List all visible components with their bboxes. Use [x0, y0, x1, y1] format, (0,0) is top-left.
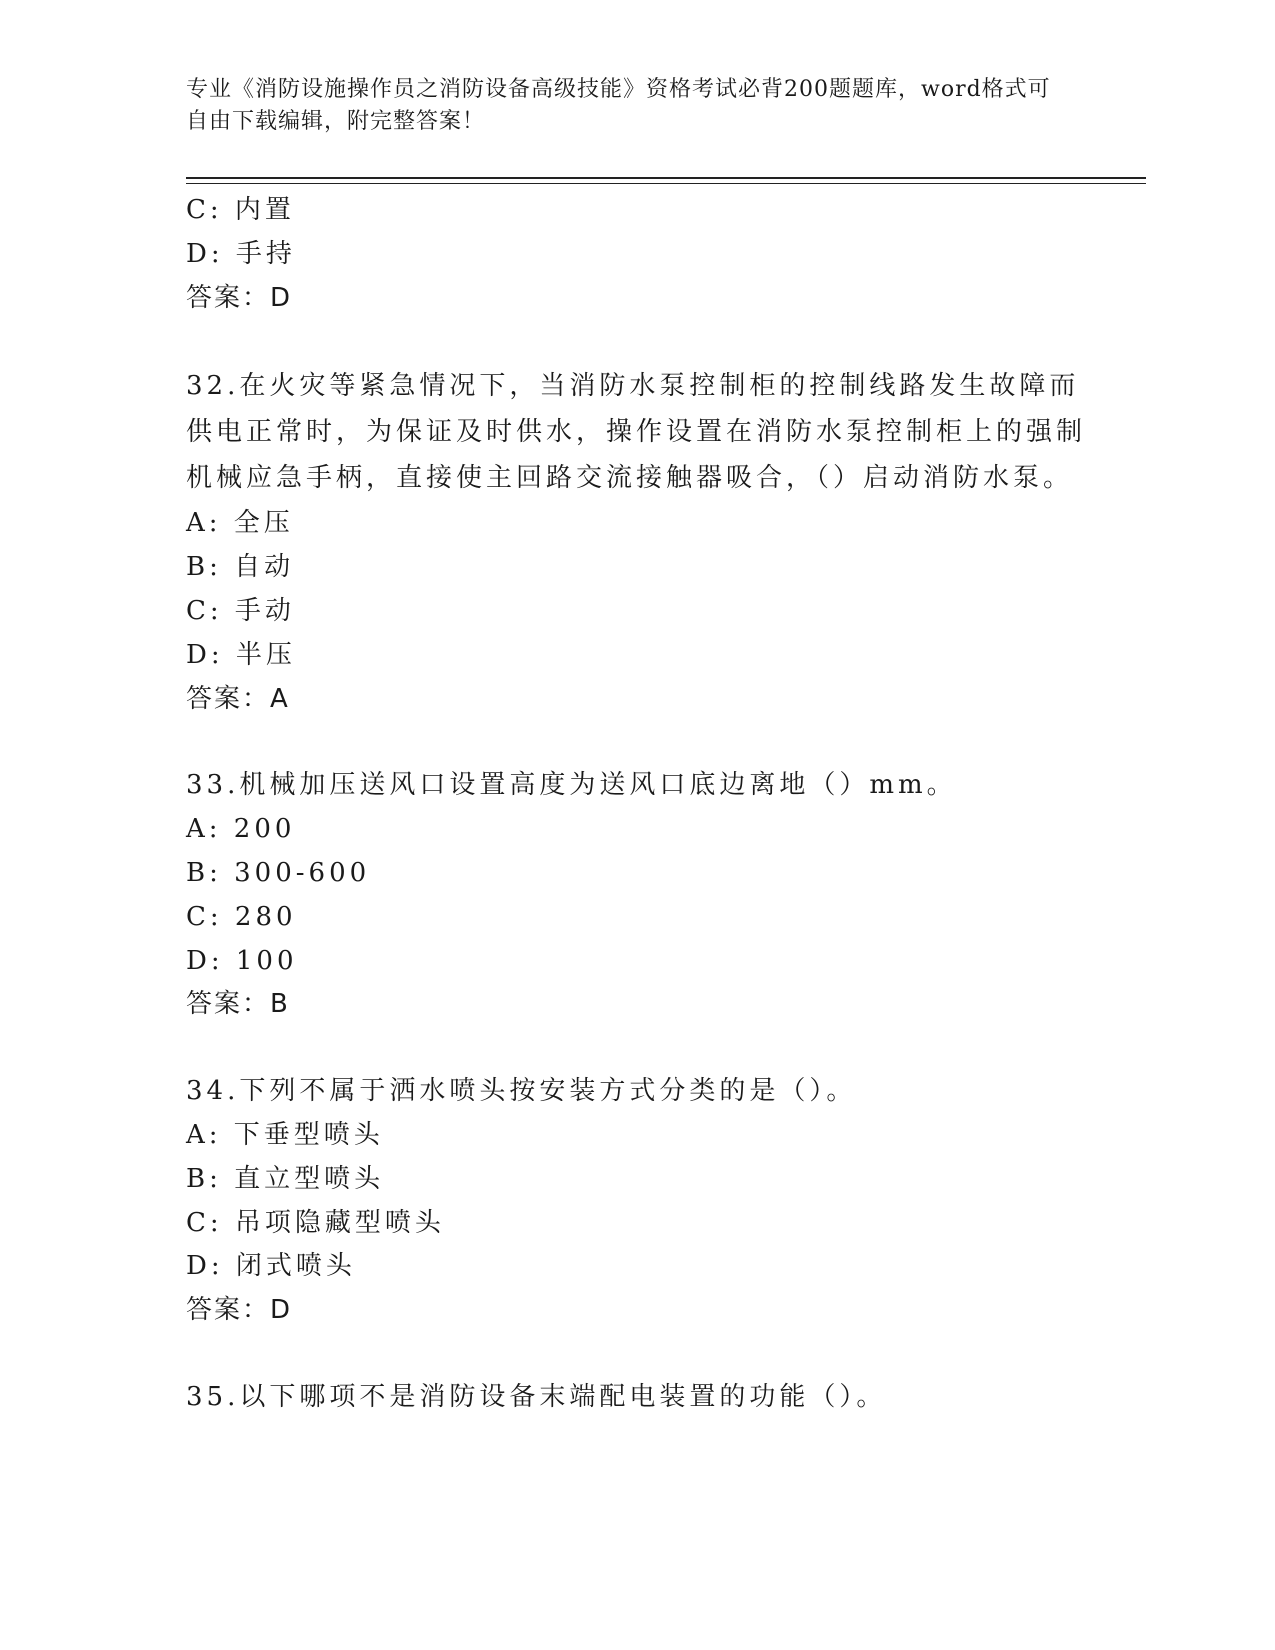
q35-stem: 35.以下哪项不是消防设备末端配电装置的功能（）。 — [186, 1382, 887, 1412]
q34-option-d: D: 闭式喷头 — [186, 1251, 356, 1281]
q33-option-d: D: 100 — [186, 946, 298, 976]
document-header: 专业《消防设施操作员之消防设备高级技能》资格考试必背200题题库，word格式可自由下载编辑，附完整答案！ — [186, 77, 1051, 134]
q31-option-c: C: 内置 — [186, 195, 295, 225]
q34-answer: 答案：D — [186, 1295, 293, 1325]
q33-option-c: C: 280 — [186, 902, 297, 932]
q33-stem: 33.机械加压送风口设置高度为送风口底边离地（）mm。 — [186, 770, 957, 800]
q34-stem: 34.下列不属于洒水喷头按安装方式分类的是（）。 — [186, 1076, 857, 1106]
q31-answer: 答案：D — [186, 283, 293, 313]
q32-option-d: D: 半压 — [186, 640, 296, 670]
q31-option-d: D: 手持 — [186, 239, 296, 269]
q32-answer: 答案：A — [186, 684, 290, 714]
q34-option-b: B: 直立型喷头 — [186, 1164, 385, 1194]
q32-option-b: B: 自动 — [186, 552, 295, 582]
q34-option-c: C: 吊项隐藏型喷头 — [186, 1208, 445, 1238]
q32-option-a: A: 全压 — [186, 508, 294, 538]
q34-option-a: A: 下垂型喷头 — [186, 1120, 384, 1150]
header-divider — [186, 177, 1146, 184]
q33-option-b: B: 300-600 — [186, 858, 371, 888]
q33-option-a: A: 200 — [186, 814, 296, 844]
q32-option-c: C: 手动 — [186, 596, 295, 626]
q32-stem: 32.在火灾等紧急情况下，当消防水泵控制柜的控制线路发生故障而供电正常时，为保证及时供水，操作设置在消防水泵控制柜上的强制机械应急手柄，直接使主回路交流接触器吸合，（）启动消防水泵。 — [186, 371, 1087, 493]
q33-answer: 答案：B — [186, 989, 290, 1019]
